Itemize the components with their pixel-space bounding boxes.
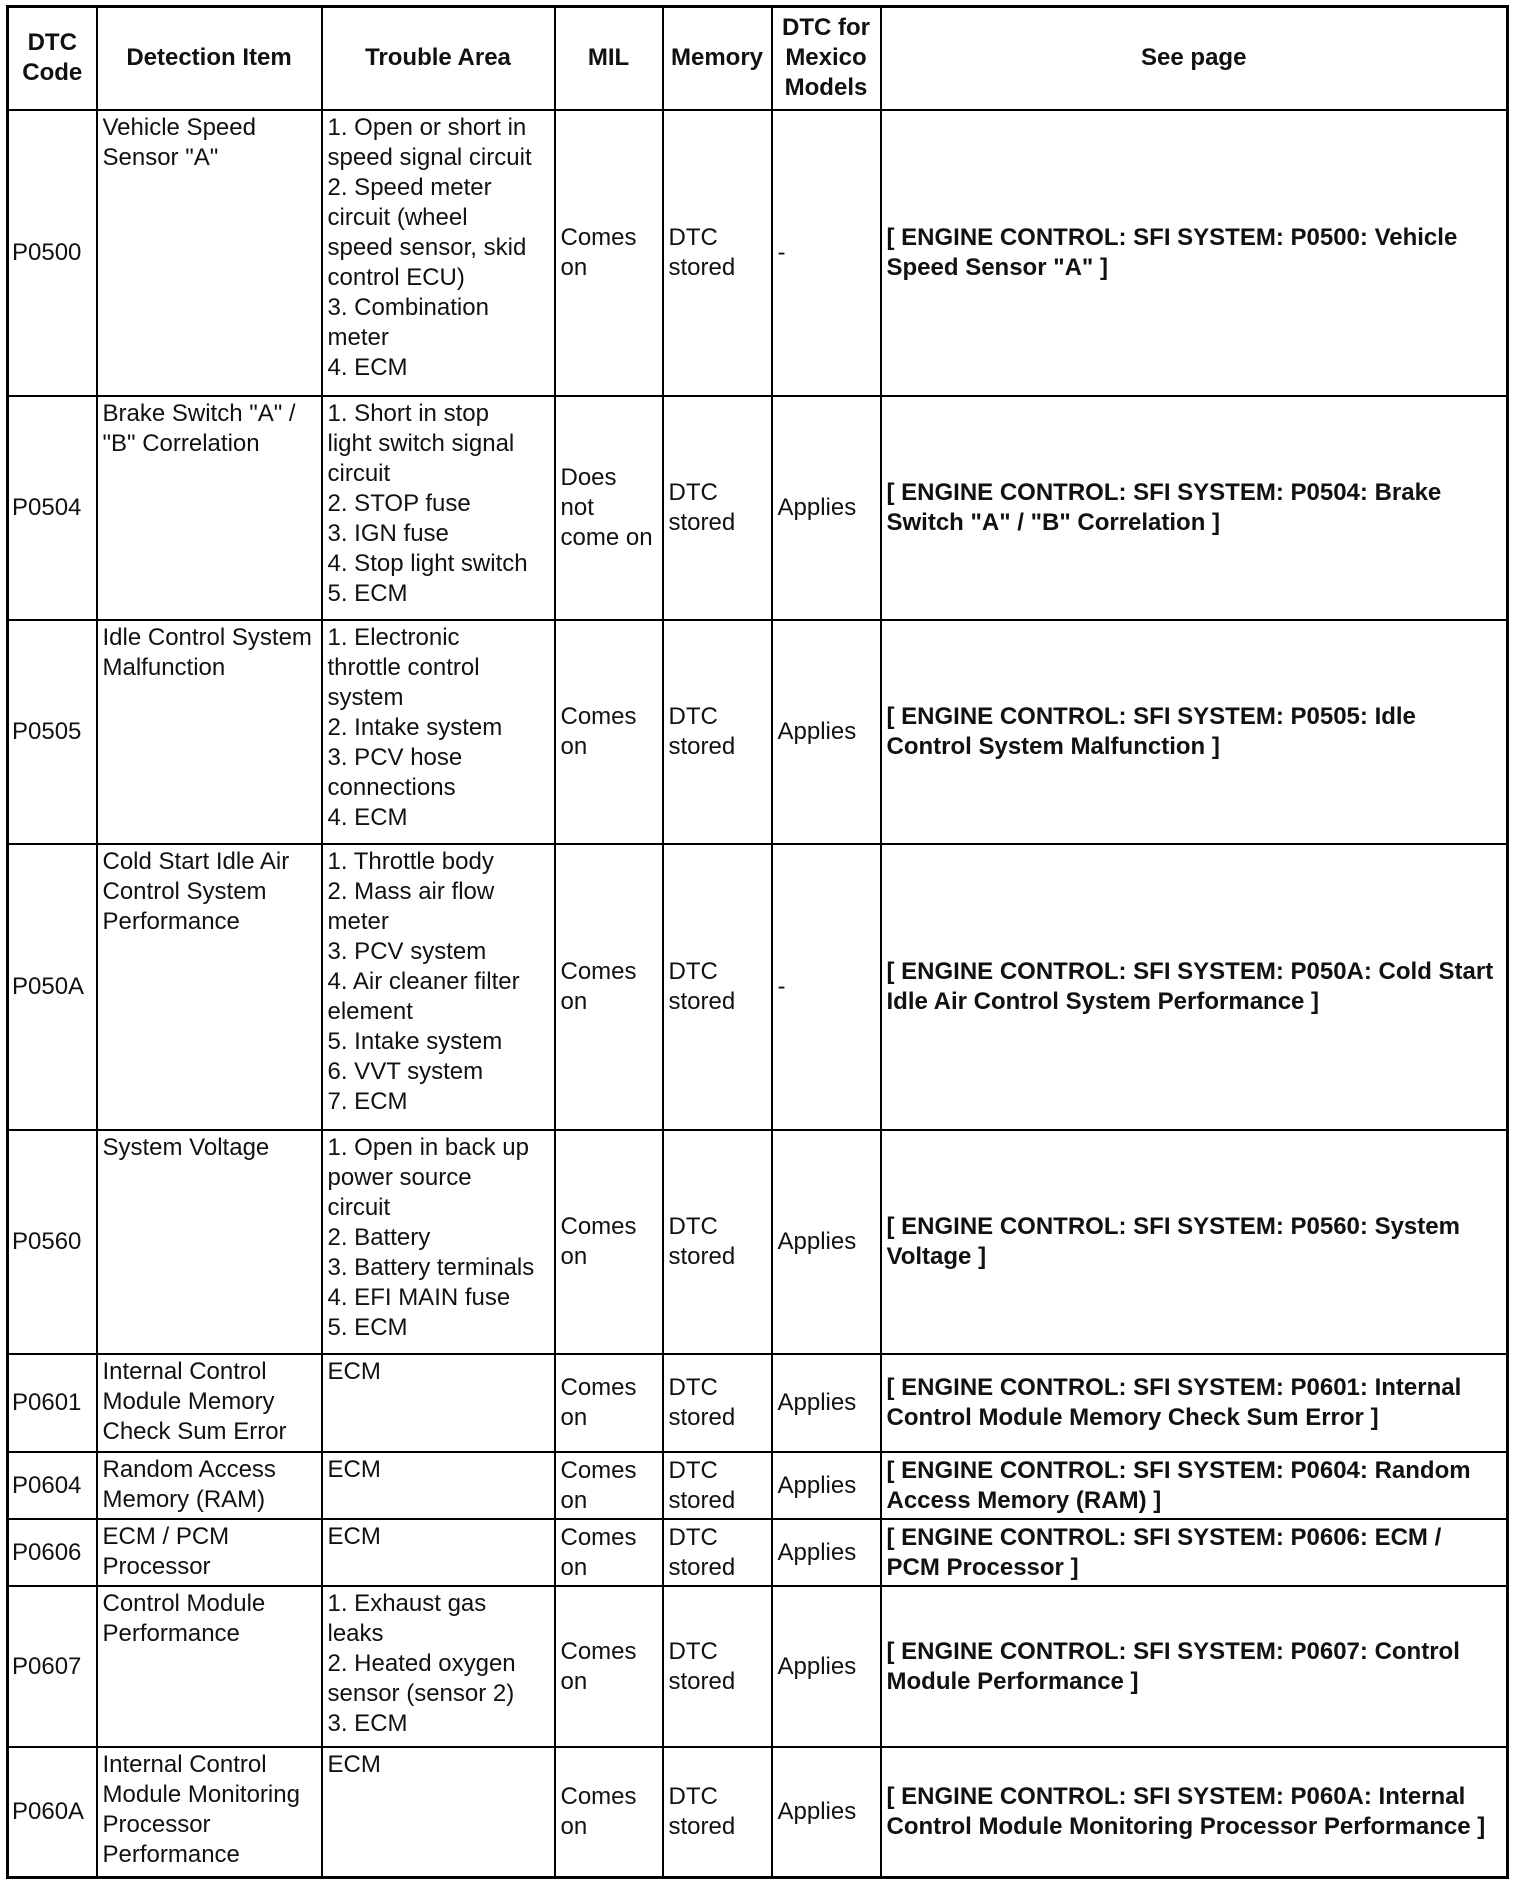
mil-cell	[555, 1354, 663, 1452]
trouble-area-line: 1. Exhaust gas	[327, 1590, 487, 1618]
memory-status: DTC stored	[668, 957, 736, 1015]
trouble-area-line: 2. Battery	[327, 1224, 431, 1252]
dtc-code-cell	[8, 1747, 97, 1877]
mexico-applies: Applies	[777, 493, 857, 521]
detection-item-cell	[97, 110, 322, 397]
trouble-area-line: circuit	[327, 460, 391, 488]
memory-cell	[663, 620, 772, 844]
trouble-area-line: 1. Open or short in	[327, 113, 527, 141]
see-page-cell[interactable]	[881, 844, 1508, 1131]
dtc-table	[6, 5, 1509, 1879]
mil-cell	[555, 1586, 663, 1747]
memory-cell	[663, 1130, 772, 1354]
trouble-area-cell	[322, 1130, 555, 1354]
memory-cell	[663, 1519, 772, 1586]
trouble-area-line: system	[327, 683, 404, 711]
trouble-area-line: 2. STOP fuse	[327, 490, 471, 518]
see-page-link[interactable]: [ ENGINE CONTROL: SFI SYSTEM: P0607: Control Module Performance ]	[886, 1637, 1460, 1695]
trouble-area-line: 1. Short in stop	[327, 400, 489, 428]
trouble-area-line: circuit	[327, 1194, 391, 1222]
trouble-area-list	[328, 1750, 549, 1780]
detection-item-cell	[97, 620, 322, 844]
mexico-applies: Applies	[777, 1538, 857, 1566]
trouble-area-line: leaks	[327, 1620, 384, 1648]
dtc-code: P0601	[12, 1389, 82, 1417]
detection-item: ECM / PCM Processor	[102, 1523, 230, 1581]
see-page-link[interactable]: [ ENGINE CONTROL: SFI SYSTEM: P0601: Internal Control Module Memory Check Sum Error ]	[886, 1374, 1462, 1432]
dtc-code-cell	[8, 620, 97, 844]
mil-status: Comes on	[560, 1374, 637, 1432]
detection-item-cell	[97, 1586, 322, 1747]
trouble-area-line: control ECU)	[327, 263, 465, 291]
see-page-link[interactable]: [ ENGINE CONTROL: SFI SYSTEM: P0500: Vehicle Speed Sensor "A" ]	[886, 223, 1458, 281]
mil-cell	[555, 1747, 663, 1877]
trouble-area-cell	[322, 1354, 555, 1452]
see-page-link[interactable]: [ ENGINE CONTROL: SFI SYSTEM: P050A: Cold Start Idle Air Control System Performance ]	[886, 957, 1494, 1015]
header-memory: Memory	[663, 7, 772, 110]
memory-cell	[663, 844, 772, 1131]
memory-status: DTC stored	[668, 1637, 736, 1695]
trouble-area-cell	[322, 1586, 555, 1747]
mexico-applies: Applies	[777, 1471, 857, 1499]
trouble-area-line: 5. ECM	[327, 580, 408, 608]
trouble-area-line: meter	[327, 907, 389, 935]
mexico-cell	[772, 1130, 881, 1354]
dtc-code: P0606	[12, 1538, 82, 1566]
see-page-cell[interactable]	[881, 110, 1508, 397]
trouble-area-line: 1. Throttle body	[327, 847, 494, 875]
trouble-area-line: speed signal circuit	[327, 143, 532, 171]
table-row	[8, 1747, 1508, 1877]
detection-item: Vehicle Speed Sensor "A"	[102, 113, 256, 171]
detection-item-cell	[97, 1747, 322, 1877]
detection-item: Random Access Memory (RAM)	[102, 1456, 276, 1514]
mil-status: Comes on	[560, 1213, 637, 1271]
trouble-area-list	[328, 1589, 549, 1739]
mexico-applies: Applies	[777, 1652, 857, 1680]
trouble-area-line: ECM	[327, 1456, 381, 1484]
see-page-link[interactable]: [ ENGINE CONTROL: SFI SYSTEM: P0604: Random Access Memory (RAM) ]	[886, 1456, 1471, 1514]
header-dtc-code: DTC Code	[8, 7, 97, 110]
table-row	[8, 396, 1508, 620]
trouble-area-list	[328, 399, 549, 609]
header-mil: MIL	[555, 7, 663, 110]
trouble-area-line: ECM	[327, 1523, 381, 1551]
memory-cell	[663, 1586, 772, 1747]
memory-status: DTC stored	[668, 478, 736, 536]
trouble-area-line: 2. Heated oxygen	[327, 1650, 516, 1678]
detection-item: System Voltage	[102, 1134, 270, 1162]
mexico-applies: -	[777, 972, 786, 1000]
table-row	[8, 1586, 1508, 1747]
header-mexico-models: DTC for Mexico Models	[772, 7, 881, 110]
detection-item: Cold Start Idle Air Control System Performance	[102, 847, 290, 935]
mil-status: Comes on	[560, 1456, 637, 1514]
see-page-cell[interactable]	[881, 1519, 1508, 1586]
memory-cell	[663, 1452, 772, 1519]
trouble-area-list	[328, 1455, 549, 1485]
trouble-area-line: throttle control	[327, 653, 480, 681]
trouble-area-line: 3. PCV hose	[327, 743, 463, 771]
trouble-area-line: 7. ECM	[327, 1087, 408, 1115]
see-page-link[interactable]: [ ENGINE CONTROL: SFI SYSTEM: P0606: ECM / PCM Processor ]	[886, 1523, 1442, 1581]
detection-item-cell	[97, 396, 322, 620]
trouble-area-line: 1. Open in back up	[327, 1134, 529, 1162]
dtc-code-cell	[8, 1130, 97, 1354]
trouble-area-cell	[322, 396, 555, 620]
mil-status: Comes on	[560, 1637, 637, 1695]
detection-item: Control Module Performance	[102, 1590, 266, 1648]
see-page-link[interactable]: [ ENGINE CONTROL: SFI SYSTEM: P0504: Brake Switch "A" / "B" Correlation ]	[886, 478, 1442, 536]
trouble-area-line: 1. Electronic	[327, 623, 460, 651]
mexico-applies: Applies	[777, 1228, 857, 1256]
table-row	[8, 620, 1508, 844]
trouble-area-line: 4. Air cleaner filter	[327, 967, 520, 995]
trouble-area-line: 5. Intake system	[327, 1027, 503, 1055]
header-see-page: See page	[881, 7, 1508, 110]
trouble-area-cell	[322, 1747, 555, 1877]
mil-cell	[555, 844, 663, 1131]
mexico-applies: Applies	[777, 1798, 857, 1826]
memory-status: DTC stored	[668, 1374, 736, 1432]
mexico-cell	[772, 396, 881, 620]
trouble-area-line: speed sensor, skid	[327, 233, 527, 261]
mexico-cell	[772, 1747, 881, 1877]
trouble-area-line: 2. Mass air flow	[327, 877, 495, 905]
trouble-area-line: 4. EFI MAIN fuse	[327, 1284, 511, 1312]
trouble-area-line: 6. VVT system	[327, 1057, 484, 1085]
trouble-area-list	[328, 847, 549, 1117]
trouble-area-cell	[322, 110, 555, 397]
dtc-code: P0504	[12, 493, 82, 521]
memory-status: DTC stored	[668, 702, 736, 760]
trouble-area-line: 4. Stop light switch	[327, 550, 528, 578]
trouble-area-line: connections	[327, 773, 456, 801]
detection-item: Internal Control Module Memory Check Sum Error	[102, 1357, 287, 1445]
table-row	[8, 110, 1508, 397]
memory-status: DTC stored	[668, 1456, 736, 1514]
trouble-area-line: 3. Combination	[327, 293, 489, 321]
mil-status: Does not come on	[560, 463, 653, 551]
mil-cell	[555, 110, 663, 397]
detection-item-cell	[97, 1519, 322, 1586]
trouble-area-list	[328, 113, 549, 383]
memory-status: DTC stored	[668, 1783, 736, 1841]
memory-status: DTC stored	[668, 1213, 736, 1271]
mexico-cell	[772, 1586, 881, 1747]
mil-cell	[555, 1519, 663, 1586]
trouble-area-cell	[322, 620, 555, 844]
mil-status: Comes on	[560, 1523, 637, 1581]
dtc-code: P0560	[12, 1228, 82, 1256]
trouble-area-line: 3. ECM	[327, 1710, 408, 1738]
see-page-cell[interactable]	[881, 1747, 1508, 1877]
memory-cell	[663, 1747, 772, 1877]
see-page-cell[interactable]	[881, 396, 1508, 620]
dtc-code: P0607	[12, 1652, 82, 1680]
trouble-area-line: 2. Speed meter	[327, 173, 492, 201]
trouble-area-cell	[322, 1519, 555, 1586]
trouble-area-line: element	[327, 997, 413, 1025]
table-row	[8, 1354, 1508, 1452]
trouble-area-line: meter	[327, 323, 389, 351]
table-header-row	[8, 7, 1508, 110]
mexico-cell	[772, 110, 881, 397]
trouble-area-line: power source	[327, 1164, 472, 1192]
table-body	[8, 110, 1508, 1878]
see-page-cell[interactable]	[881, 1354, 1508, 1452]
dtc-code-cell	[8, 844, 97, 1131]
see-page-link[interactable]: [ ENGINE CONTROL: SFI SYSTEM: P0560: System Voltage ]	[886, 1213, 1460, 1271]
trouble-area-line: 4. ECM	[327, 353, 408, 381]
dtc-code: P0500	[12, 238, 82, 266]
trouble-area-line: ECM	[327, 1751, 381, 1779]
memory-cell	[663, 110, 772, 397]
table-row	[8, 1519, 1508, 1586]
mexico-cell	[772, 1354, 881, 1452]
trouble-area-line: circuit (wheel	[327, 203, 468, 231]
mexico-cell	[772, 844, 881, 1131]
see-page-link[interactable]: [ ENGINE CONTROL: SFI SYSTEM: P060A: Internal Control Module Monitoring Processor Performance ]	[886, 1783, 1486, 1841]
dtc-code: P060A	[12, 1798, 85, 1826]
mil-status: Comes on	[560, 957, 637, 1015]
table-row	[8, 1452, 1508, 1519]
trouble-area-line: 5. ECM	[327, 1314, 408, 1342]
trouble-area-line: 3. Battery terminals	[327, 1254, 535, 1282]
table-row	[8, 1130, 1508, 1354]
trouble-area-line: 2. Intake system	[327, 713, 503, 741]
dtc-code-cell	[8, 110, 97, 397]
mexico-cell	[772, 1519, 881, 1586]
dtc-code: P0604	[12, 1471, 82, 1499]
dtc-code-cell	[8, 1586, 97, 1747]
memory-cell	[663, 396, 772, 620]
mexico-applies: Applies	[777, 1389, 857, 1417]
trouble-area-line: 3. PCV system	[327, 937, 487, 965]
dtc-code-cell	[8, 396, 97, 620]
trouble-area-line: 4. ECM	[327, 803, 408, 831]
mil-cell	[555, 396, 663, 620]
mil-cell	[555, 620, 663, 844]
trouble-area-line: sensor (sensor 2)	[327, 1680, 515, 1708]
detection-item: Internal Control Module Monitoring Processor Performance	[102, 1751, 300, 1869]
table-row	[8, 844, 1508, 1131]
mil-status: Comes on	[560, 223, 637, 281]
detection-item-cell	[97, 1354, 322, 1452]
trouble-area-list	[328, 623, 549, 833]
header-trouble-area: Trouble Area	[322, 7, 555, 110]
detection-item: Idle Control System Malfunction	[102, 623, 312, 681]
mil-status: Comes on	[560, 702, 637, 760]
trouble-area-list	[328, 1133, 549, 1343]
trouble-area-line: 3. IGN fuse	[327, 520, 449, 548]
trouble-area-line: light switch signal	[327, 430, 515, 458]
mil-cell	[555, 1130, 663, 1354]
trouble-area-list	[328, 1522, 549, 1552]
dtc-code: P050A	[12, 972, 85, 1000]
dtc-code-cell	[8, 1354, 97, 1452]
trouble-area-cell	[322, 1452, 555, 1519]
dtc-code-cell	[8, 1519, 97, 1586]
dtc-code-cell	[8, 1452, 97, 1519]
detection-item-cell	[97, 1130, 322, 1354]
memory-status: DTC stored	[668, 223, 736, 281]
mexico-cell	[772, 1452, 881, 1519]
mil-cell	[555, 1452, 663, 1519]
mexico-applies: Applies	[777, 717, 857, 745]
trouble-area-line: ECM	[327, 1357, 381, 1385]
mil-status: Comes on	[560, 1783, 637, 1841]
mexico-cell	[772, 620, 881, 844]
detection-item-cell	[97, 844, 322, 1131]
detection-item-cell	[97, 1452, 322, 1519]
see-page-link[interactable]: [ ENGINE CONTROL: SFI SYSTEM: P0505: Idle Control System Malfunction ]	[886, 702, 1416, 760]
memory-cell	[663, 1354, 772, 1452]
detection-item: Brake Switch "A" / "B" Correlation	[102, 400, 296, 458]
memory-status: DTC stored	[668, 1523, 736, 1581]
mexico-applies: -	[777, 238, 786, 266]
header-detection-item: Detection Item	[97, 7, 322, 110]
dtc-code: P0505	[12, 717, 82, 745]
trouble-area-cell	[322, 844, 555, 1131]
trouble-area-list	[328, 1357, 549, 1387]
see-page-cell[interactable]	[881, 1452, 1508, 1519]
see-page-cell[interactable]	[881, 1130, 1508, 1354]
see-page-cell[interactable]	[881, 620, 1508, 844]
see-page-cell[interactable]	[881, 1586, 1508, 1747]
